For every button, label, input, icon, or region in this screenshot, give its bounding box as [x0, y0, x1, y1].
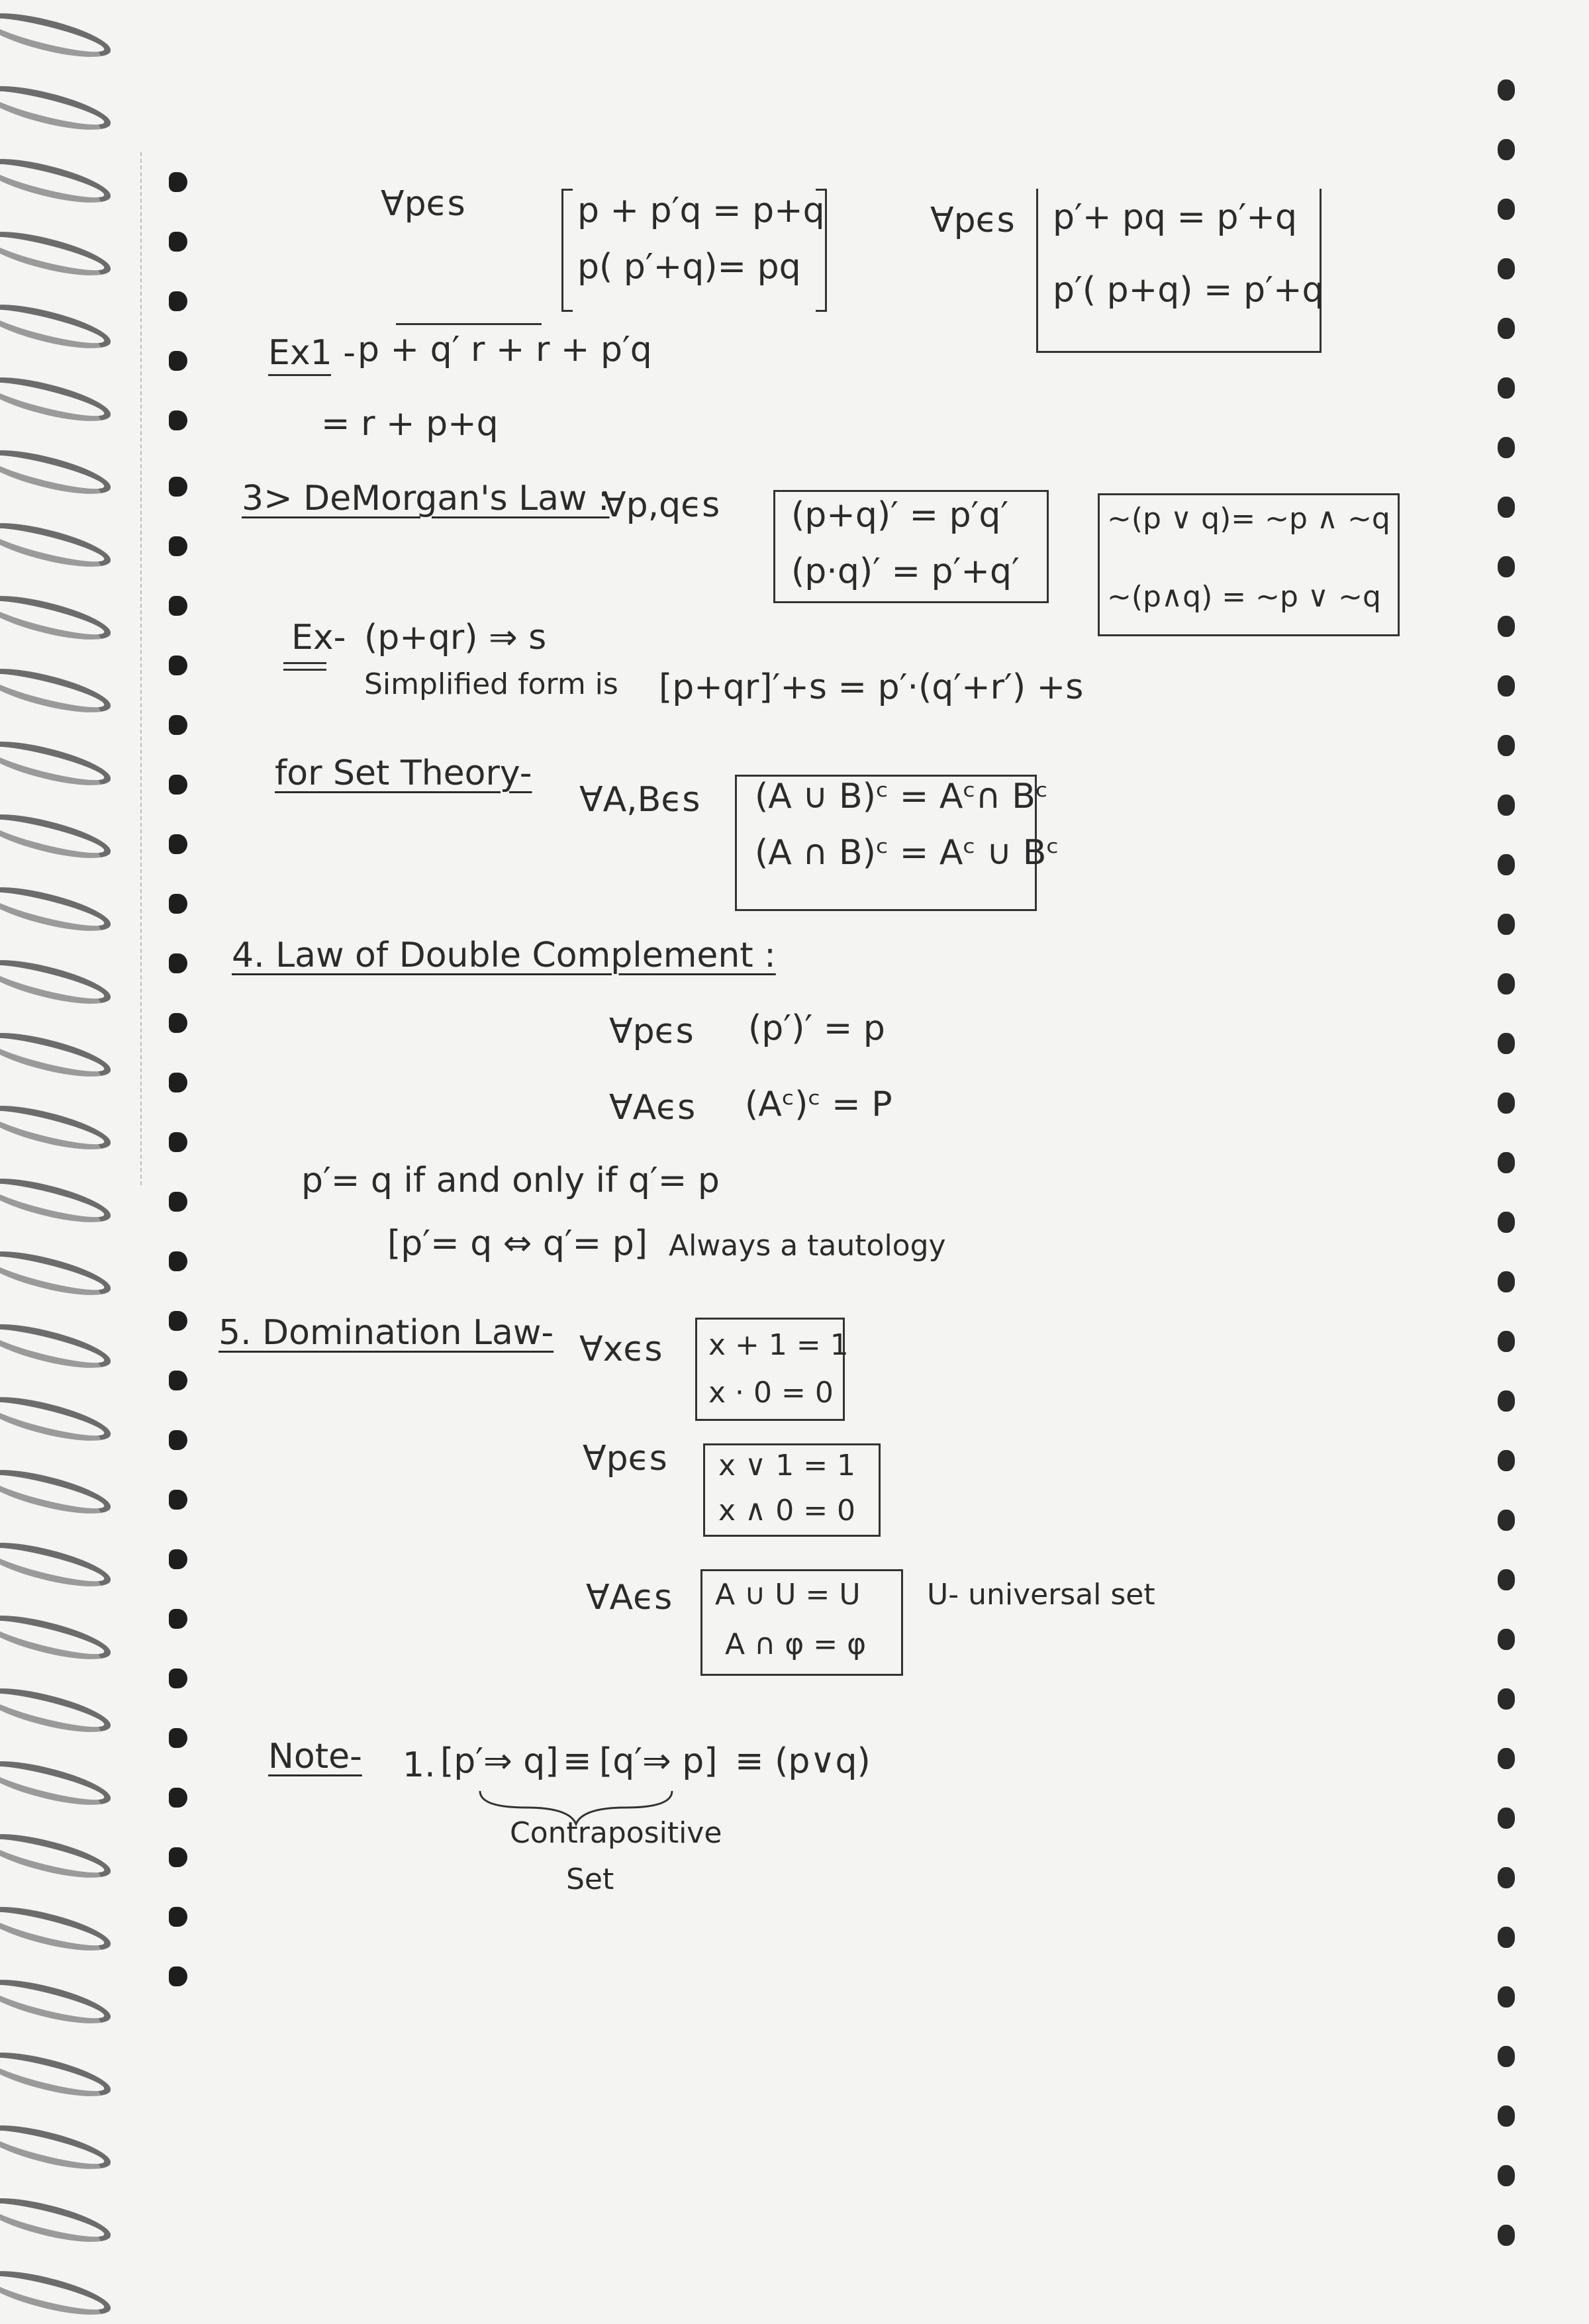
iff-statement: p′= q if and only if q′= p — [301, 1161, 720, 1200]
note-brace-label-1: Contrapositive — [510, 1816, 722, 1850]
spiral-ring — [0, 514, 115, 575]
demorgan-eq1: (p+q)′ = p′q′ — [791, 495, 1009, 535]
spiral-ring — [0, 2262, 115, 2323]
spiral-ring — [0, 878, 115, 940]
spiral-ring — [0, 2043, 115, 2105]
tautology-note: Always a tautology — [669, 1229, 946, 1263]
margin-hole — [1498, 675, 1515, 697]
domination-heading: 5. Domination Law- — [218, 1313, 554, 1353]
margin-hole — [1498, 556, 1515, 577]
margin-hole — [1498, 1271, 1515, 1292]
spiral-ring — [0, 1752, 115, 1814]
demorgan-example-label: Ex- — [291, 618, 346, 657]
perforation-mark — [169, 291, 187, 311]
perforation-mark — [169, 1251, 187, 1271]
domination-q3-eq2: A ∩ φ = φ — [725, 1627, 867, 1661]
spiral-ring — [0, 1898, 115, 1959]
spiral-ring — [0, 1461, 115, 1522]
margin-hole — [1498, 318, 1515, 339]
domination-quant-3: ∀Aϵs — [586, 1578, 673, 1618]
top-right-eq2: p′( p+q) = p′+q — [1053, 270, 1324, 310]
double-complement-eq2: (Aᶜ)ᶜ = P — [745, 1085, 892, 1124]
spiral-ring — [0, 587, 115, 648]
margin-hole — [1498, 2165, 1515, 2186]
margin-hole — [1498, 1092, 1515, 1114]
top-left-eq2: p( p′+q)= pq — [577, 247, 801, 287]
perforation-mark — [169, 1371, 187, 1390]
top-right-eq1: p′+ pq = p′+q — [1053, 197, 1297, 237]
underline — [268, 374, 331, 376]
margin-hole — [1498, 1688, 1515, 1710]
margin-hole — [1498, 914, 1515, 935]
domination-quant-2: ∀pϵs — [583, 1439, 667, 1478]
margin-hole — [1498, 1927, 1515, 1948]
domination-q2-eq1: x ∨ 1 = 1 — [718, 1449, 856, 1482]
perforation-mark — [169, 172, 187, 192]
spiral-ring — [0, 150, 115, 211]
domination-q1-eq1: x + 1 = 1 — [708, 1328, 849, 1362]
spiral-ring — [0, 1169, 115, 1231]
margin-hole — [1498, 1629, 1515, 1650]
spiral-ring — [0, 77, 115, 138]
margin-hole — [1498, 2046, 1515, 2067]
spiral-ring — [0, 1679, 115, 1741]
example-1-label: Ex1 - — [268, 333, 356, 373]
demorgan-quantifier: ∀p,qϵs — [602, 485, 720, 525]
margin-hole — [1498, 1986, 1515, 2008]
top-right-quantifier: ∀pϵs — [930, 201, 1015, 240]
universal-set-note: U- universal set — [927, 1578, 1155, 1612]
example-1-result: = r + p+q — [321, 404, 499, 444]
underline — [283, 669, 326, 671]
spiral-ring — [0, 2116, 115, 2178]
perforation-mark — [169, 1311, 187, 1331]
perforation-mark — [169, 953, 187, 973]
note-expression-2: [q′⇒ p] — [599, 1741, 718, 1781]
example-1-expression: p + q′ r + r + p′q — [358, 330, 652, 369]
margin-hole — [1498, 1331, 1515, 1352]
margin-hole — [1498, 258, 1515, 279]
perforation-mark — [169, 477, 187, 497]
spiral-ring — [0, 441, 115, 503]
margin-hole — [1498, 1152, 1515, 1173]
perforation-mark — [169, 1609, 187, 1629]
demorgan-heading: 3> DeMorgan's Law : — [242, 479, 610, 518]
margin-hole — [1498, 795, 1515, 816]
margin-hole — [1498, 973, 1515, 994]
margin-line — [140, 152, 142, 1185]
double-complement-heading: 4. Law of Double Complement : — [232, 936, 776, 975]
demorgan-logic-eq2: ~(p∧q) = ~p ∨ ~q — [1107, 580, 1381, 614]
perforation-mark — [169, 1430, 187, 1450]
perforation-mark — [169, 1073, 187, 1092]
perforation-mark — [169, 596, 187, 616]
spiral-ring — [0, 805, 115, 867]
note-brace-label-2: Set — [566, 1863, 614, 1896]
double-complement-eq1: (p′)′ = p — [748, 1008, 885, 1048]
margin-hole — [1498, 2106, 1515, 2127]
perforation-mark — [169, 1966, 187, 1986]
spiral-ring — [0, 659, 115, 721]
domination-q3-eq1: A ∪ U = U — [715, 1578, 861, 1612]
perforation-mark — [169, 715, 187, 735]
margin-hole — [1498, 199, 1515, 220]
spiral-ring — [0, 951, 115, 1012]
margin-hole — [1498, 1867, 1515, 1888]
margin-hole — [1498, 1390, 1515, 1412]
note-label: Note- — [268, 1737, 362, 1776]
margin-hole — [1498, 854, 1515, 875]
domination-quant-1: ∀xϵs — [579, 1330, 663, 1369]
perforation-mark — [169, 894, 187, 914]
spiral-ring — [0, 1096, 115, 1158]
perforation-mark — [169, 834, 187, 854]
perforation-mark — [169, 232, 187, 252]
note-equivalence-2: ≡ (p∨q) — [735, 1741, 871, 1781]
perforation-mark — [169, 536, 187, 556]
margin-hole — [1498, 1569, 1515, 1590]
perforation-mark — [169, 1490, 187, 1510]
demorgan-eq2: (p·q)′ = p′+q′ — [791, 552, 1020, 591]
demorgan-simplified-expression: [p+qr]′+s = p′·(q′+r′) +s — [659, 667, 1084, 707]
perforation-mark — [169, 1847, 187, 1867]
spiral-ring — [0, 1970, 115, 2032]
domination-q2-eq2: x ∧ 0 = 0 — [718, 1494, 856, 1527]
margin-hole — [1498, 497, 1515, 518]
perforation-mark — [169, 1788, 187, 1808]
spiral-ring — [0, 295, 115, 357]
top-left-quantifier: ∀pϵs — [381, 184, 465, 224]
perforation-mark — [169, 1549, 187, 1569]
note-equivalence-1: ≡ — [563, 1741, 592, 1781]
set-theory-label: for Set Theory- — [275, 753, 532, 793]
set-theory-quantifier: ∀A,Bϵs — [579, 780, 700, 820]
margin-hole — [1498, 377, 1515, 399]
perforation-mark — [169, 411, 187, 430]
margin-hole — [1498, 1033, 1515, 1054]
spiral-ring — [0, 4, 115, 66]
spiral-ring — [0, 1825, 115, 1886]
spiral-ring — [0, 1388, 115, 1449]
spiral-ring — [0, 1024, 115, 1085]
margin-hole — [1498, 79, 1515, 101]
spiral-ring — [0, 1242, 115, 1304]
margin-hole — [1498, 1450, 1515, 1471]
spiral-ring — [0, 222, 115, 284]
underline — [283, 662, 326, 664]
perforation-mark — [169, 1669, 187, 1688]
perforation-mark — [169, 351, 187, 371]
perforation-mark — [169, 775, 187, 795]
margin-hole — [1498, 1510, 1515, 1531]
perforation-mark — [169, 1728, 187, 1748]
bracket-right — [816, 189, 827, 312]
tautology-expression: [p′= q ⇔ q′= p] — [387, 1224, 648, 1263]
spiral-ring — [0, 732, 115, 794]
demorgan-example-expression: (p+qr) ⇒ s — [364, 618, 547, 657]
spiral-ring — [0, 1533, 115, 1595]
set-theory-eq1: (A ∪ B)ᶜ = Aᶜ∩ Bᶜ — [755, 777, 1049, 816]
spiral-ring — [0, 1606, 115, 1668]
domination-q1-eq2: x · 0 = 0 — [708, 1376, 834, 1410]
set-theory-eq2: (A ∩ B)ᶜ = Aᶜ ∪ Bᶜ — [755, 833, 1059, 873]
perforation-mark — [169, 1013, 187, 1033]
double-complement-quant-1: ∀pϵs — [609, 1012, 694, 1051]
double-complement-quant-2: ∀Aϵs — [609, 1088, 696, 1128]
perforation-mark — [169, 1132, 187, 1152]
overline — [396, 323, 542, 325]
margin-hole — [1498, 735, 1515, 756]
spiral-binding — [0, 0, 132, 2323]
note-number: 1. — [403, 1745, 436, 1785]
top-left-eq1: p + p′q = p+q — [577, 191, 825, 230]
spiral-ring — [0, 2189, 115, 2251]
margin-hole — [1498, 1808, 1515, 1829]
perforation-mark — [169, 655, 187, 675]
note-expression-1: [p′⇒ q] — [440, 1741, 559, 1781]
perforation-mark — [169, 1907, 187, 1927]
margin-hole — [1498, 139, 1515, 160]
margin-hole — [1498, 1212, 1515, 1233]
perforation-mark — [169, 1192, 187, 1212]
spiral-ring — [0, 368, 115, 430]
margin-hole — [1498, 437, 1515, 458]
demorgan-logic-eq1: ~(p ∨ q)= ~p ∧ ~q — [1107, 502, 1390, 536]
margin-hole — [1498, 1748, 1515, 1769]
margin-hole — [1498, 616, 1515, 637]
demorgan-simplified-label: Simplified form is — [364, 667, 618, 701]
spiral-ring — [0, 1315, 115, 1377]
margin-hole — [1498, 2225, 1515, 2246]
bracket-left — [561, 189, 573, 312]
